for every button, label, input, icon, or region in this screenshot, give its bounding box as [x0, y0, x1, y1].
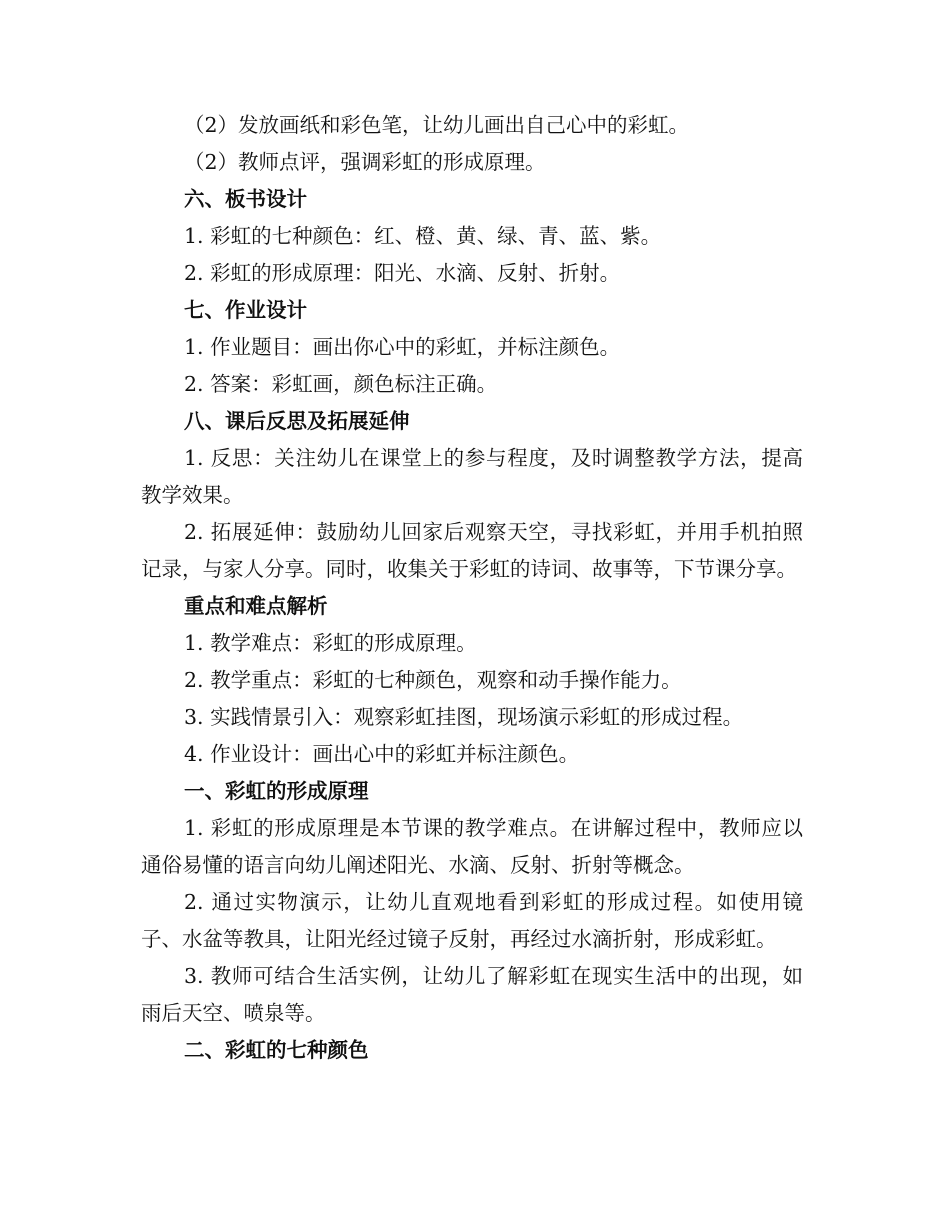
list-item: 1. 教学难点：彩虹的形成原理。: [184, 631, 477, 655]
document-page: [141, 107, 803, 1069]
paragraph: 2. 拓展延伸：鼓励幼儿回家后观察天空，寻找彩虹，并用手机拍照记录，与家人分享。同时，收集关于彩虹的诗词、故事等，下节课分享。: [141, 520, 803, 581]
list-item: 2. 教学重点：彩虹的七种颜色，观察和动手操作能力。: [184, 668, 682, 692]
paragraph: 1. 彩虹的形成原理是本节课的教学难点。在讲解过程中，教师应以通俗易懂的语言向幼儿阐述阳光、水滴、反射、折射等概念。: [141, 816, 803, 877]
section-heading: 八、课后反思及拓展延伸: [184, 409, 410, 433]
paragraph: 1. 反思：关注幼儿在课堂上的参与程度，及时调整教学方法，提高教学效果。: [141, 446, 803, 507]
paragraph: 3. 教师可结合生活实例，让幼儿了解彩虹在现实生活中的出现，如雨后天空、喷泉等。: [141, 964, 803, 1025]
list-item: 1. 作业题目：画出你心中的彩虹，并标注颜色。: [184, 335, 621, 359]
list-item: 3. 实践情景引入：观察彩虹挂图，现场演示彩虹的形成过程。: [184, 705, 744, 729]
list-item: 4. 作业设计：画出心中的彩虹并标注颜色。: [184, 742, 580, 766]
list-item: 1. 彩虹的七种颜色：红、橙、黄、绿、青、蓝、紫。: [184, 224, 662, 248]
list-item: 2. 彩虹的形成原理：阳光、水滴、反射、折射。: [184, 261, 621, 285]
section-heading: 重点和难点解析: [184, 594, 328, 618]
paragraph: 2. 通过实物演示，让幼儿直观地看到彩虹的形成过程。如使用镜子、水盆等教具，让阳光经过镜子反射，再经过水滴折射，形成彩虹。: [141, 890, 803, 951]
section-heading: 六、板书设计: [184, 187, 307, 211]
list-item: （2）教师点评，强调彩虹的形成原理。: [184, 150, 546, 174]
list-item: （2）发放画纸和彩色笔，让幼儿画出自己心中的彩虹。: [184, 113, 690, 137]
section-heading: 七、作业设计: [184, 298, 307, 322]
section-heading: 二、彩虹的七种颜色: [184, 1038, 369, 1062]
list-item: 2. 答案：彩虹画，颜色标注正确。: [184, 372, 498, 396]
section-heading: 一、彩虹的形成原理: [184, 779, 369, 803]
